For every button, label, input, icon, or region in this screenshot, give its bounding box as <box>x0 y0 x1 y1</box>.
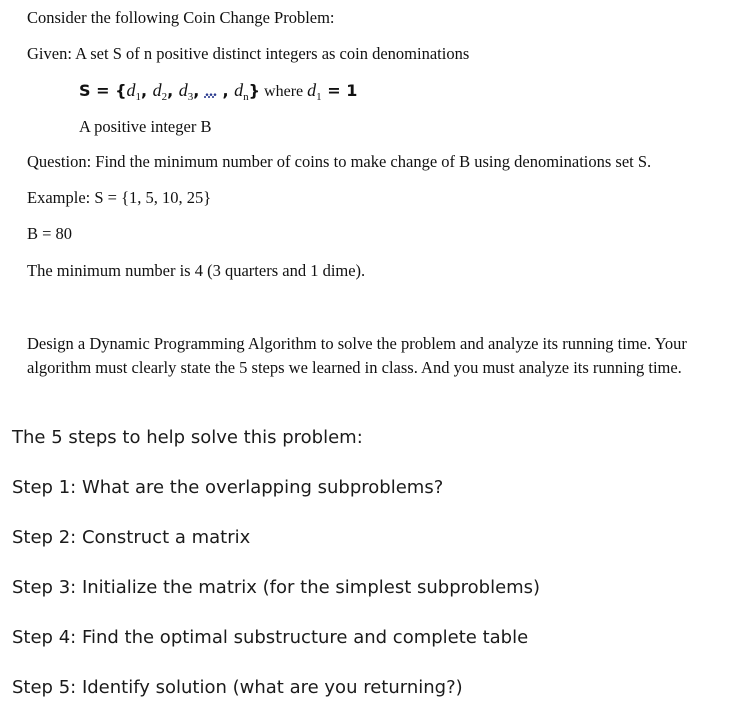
formula-ellipsis: ... <box>204 83 217 100</box>
formula-where: where <box>260 83 308 100</box>
formula-sub1: 1 <box>135 91 141 104</box>
formula-lhs: S = { <box>79 81 127 100</box>
step-5: Step 5: Identify solution (what are you returning?) <box>12 677 463 698</box>
step-4: Step 4: Find the optimal substructure and complete table <box>12 627 529 648</box>
formula-eq: = 1 <box>321 81 358 100</box>
formula-comma: , <box>140 81 153 100</box>
step-2: Step 2: Construct a matrix <box>12 527 251 548</box>
formula-subn: n <box>243 91 249 104</box>
formula-d1: d <box>126 80 136 100</box>
formula-comma: , <box>216 81 235 100</box>
formula-d2: d <box>152 80 162 100</box>
formula-rbrace: } <box>248 81 261 100</box>
formula-d3: d <box>178 80 188 100</box>
formula-sub3: 3 <box>187 91 194 104</box>
step-1: Step 1: What are the overlapping subproblems? <box>12 477 444 498</box>
b-value-line: B = 80 <box>27 224 73 243</box>
integer-b-line: A positive integer B <box>79 117 212 136</box>
formula-subw: 1 <box>316 91 322 104</box>
formula-sub2: 2 <box>161 91 168 104</box>
formula-comma: , <box>167 81 179 100</box>
problem-heading: Consider the following Coin Change Problem: <box>27 8 335 27</box>
formula-dn: d <box>234 80 244 100</box>
question-line: Question: Find the minimum number of coins to make change of B using denominations set S. <box>27 152 652 171</box>
step-3: Step 3: Initialize the matrix (for the simplest subproblems) <box>12 577 541 598</box>
design-paragraph: Design a Dynamic Programming Algorithm to solve the problem and analyze its running time. Your algorithm must clearly state the 5 steps we learned in class. And you must analyze its running time. <box>27 334 687 377</box>
example-line: Example: S = {1, 5, 10, 25} <box>27 188 212 207</box>
minimum-line: The minimum number is 4 (3 quarters and 1 dime). <box>27 261 366 280</box>
steps-intro: The 5 steps to help solve this problem: <box>12 427 363 448</box>
given-line: Given: A set S of n positive distinct integers as coin denominations <box>27 44 470 63</box>
formula-dw: d <box>307 80 317 100</box>
formula-comma: , <box>193 81 205 100</box>
formula-line <box>79 80 357 103</box>
